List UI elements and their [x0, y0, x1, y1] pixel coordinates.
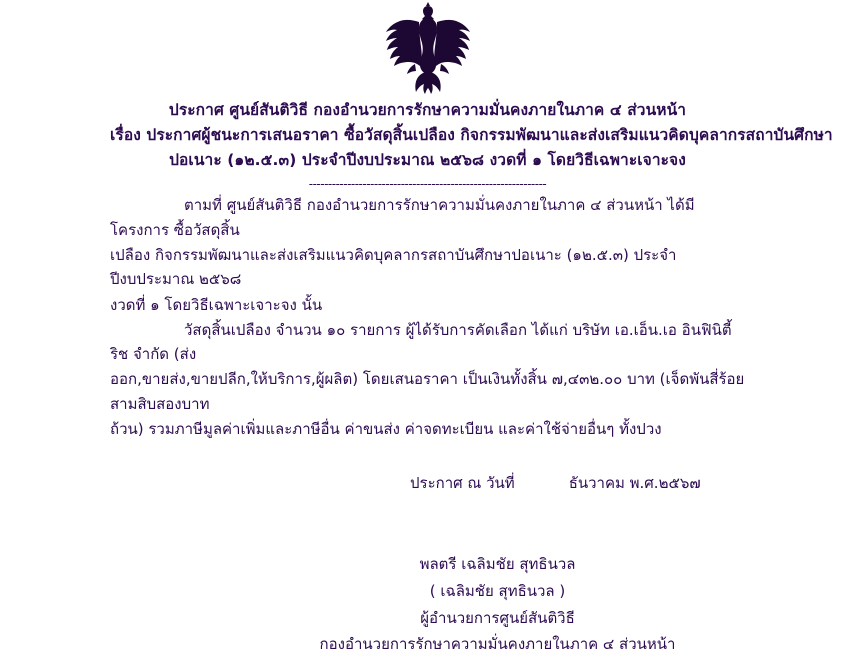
divider: -------------------------------------------------------------- — [308, 177, 547, 192]
document-body — [110, 193, 745, 441]
paragraph-2-line-2: ออก,ขายส่ง,ขายปลีก,ให้บริการ,ผู้ผลิต) โดยเสนอราคา เป็นเงินทั้งสิ้น ๗,๔๓๒.๐๐ บาท (เจ็ดพันสี่ร้อยสามสิบสองบาท — [110, 370, 745, 413]
signer-name: พลตรี เฉลิมชัย สุทธินวล — [419, 555, 576, 574]
garuda-emblem-icon — [373, 2, 483, 94]
paragraph-2-line-1: วัสดุสิ้นเปลือง จำนวน ๑๐ รายการ ผู้ได้รับการคัดเลือก ได้แก่ บริษัท เอ.เอ็น.เอ อินฟินิตี้ ริช จำกัด (ส่ง — [110, 320, 732, 364]
signature-block — [110, 551, 745, 658]
date-prefix: ประกาศ ณ วันที่ — [410, 474, 515, 493]
paragraph-1-line-2: เปลือง กิจกรรมพัฒนาและส่งเสริมแนวคิดบุคลากรสถาบันศึกษาปอเนาะ (๑๒.๕.๓) ประจำปีงบประมาณ ๒๕๖๘ — [110, 245, 677, 289]
paragraph-1-line-1: ตามที่ ศูนย์สันติวิธี กองอำนวยการรักษาความมั่นคงภายในภาค ๔ ส่วนหน้า ได้มีโครงการ ซื้อวัสดุสิ้น — [110, 196, 695, 239]
announcement-date-line — [110, 471, 745, 495]
date-month-year: ธันวาคม พ.ศ.๒๕๖๗ — [568, 474, 701, 493]
paragraph-2-line-3: ถ้วน) รวมภาษีมูลค่าเพิ่มและภาษีอื่น ค่าขนส่ง ค่าจดทะเบียน และค่าใช้จ่ายอื่นๆ ทั้งปวง — [110, 420, 662, 438]
paragraph-1-line-3: งวดที่ ๑ โดยวิธีเฉพาะเจาะจง นั้น — [110, 295, 323, 314]
signer-organization: กองอำนวยการรักษาความมั่นคงภายในภาค ๔ ส่วนหน้า — [319, 635, 676, 654]
emblem-container — [110, 0, 745, 98]
title-line-1: ประกาศ ศูนย์สันติวิธี กองอำนวยการรักษาความมั่นคงภายในภาค ๔ ส่วนหน้า — [168, 101, 687, 119]
signer-name-parenthetical: ( เฉลิมชัย สุทธินวล ) — [429, 581, 566, 600]
title-line-2: เรื่อง ประกาศผู้ชนะการเสนอราคา ซื้อวัสดุสิ้นเปลือง กิจกรรมพัฒนาและส่งเสริมแนวคิดบุคลากรสถาบันศึกษา — [110, 126, 833, 145]
document-title — [110, 98, 833, 173]
signer-position: ผู้อำนวยการศูนย์สันติวิธี — [420, 608, 575, 627]
title-line-3: ปอเนาะ (๑๒.๕.๓) ประจำปีงบประมาณ ๒๕๖๘ งวดที่ ๑ โดยวิธีเฉพาะเจาะจง — [169, 151, 686, 170]
